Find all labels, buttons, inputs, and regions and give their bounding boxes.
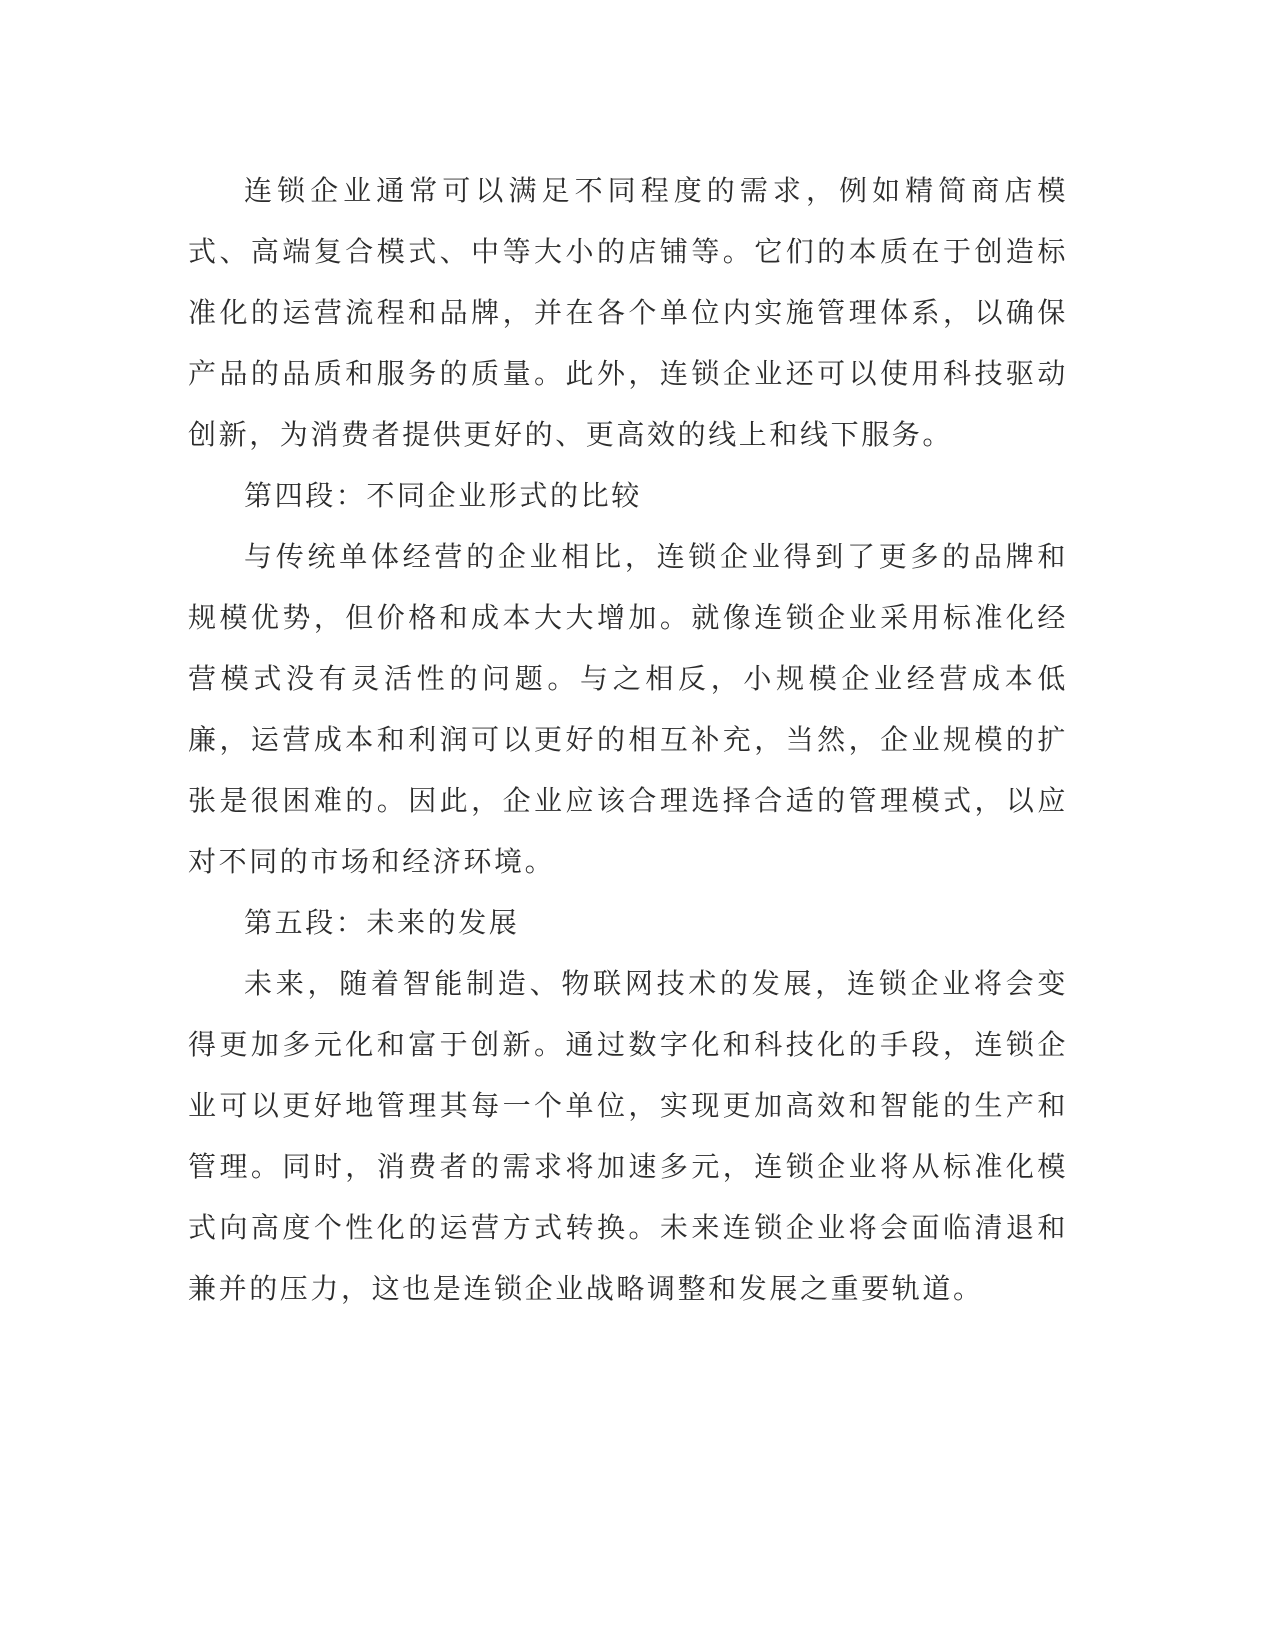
section-heading-comparison: 第四段：不同企业形式的比较 xyxy=(244,479,642,512)
paragraph-future: 未来，随着智能制造、物联网技术的发展，连锁企业将会变得更加多元化和富于创新。通过数字化和科技化的手段，连锁企业可以更好地管理其每一个单位，实现更加高效和智能的生产和管理。同时，消费者的需求将加速多元，连锁企业将从标准化模式向高度个性化的运营方式转换。未来连锁企业将会面临清退和兼并的压力，这也是连锁企业战略调整和发展之重要轨道。 xyxy=(188,967,1068,1305)
paragraph-comparison: 与传统单体经营的企业相比，连锁企业得到了更多的品牌和规模优势，但价格和成本大大增加。就像连锁企业采用标准化经营模式没有灵活性的问题。与之相反，小规模企业经营成本低廉，运营成本和利润可以更好的相互补充，当然，企业规模的扩张是很困难的。因此，企业应该合理选择合适的管理模式，以应对不同的市场和经济环境。 xyxy=(188,540,1068,878)
document-body xyxy=(188,160,1068,1319)
section-heading-future: 第五段：未来的发展 xyxy=(244,906,520,939)
paragraph-chain-business-models: 连锁企业通常可以满足不同程度的需求，例如精简商店模式、高端复合模式、中等大小的店铺等。它们的本质在于创造标准化的运营流程和品牌，并在各个单位内实施管理体系，以确保产品的品质和服务的质量。此外，连锁企业还可以使用科技驱动创新，为消费者提供更好的、更高效的线上和线下服务。 xyxy=(188,174,1068,451)
